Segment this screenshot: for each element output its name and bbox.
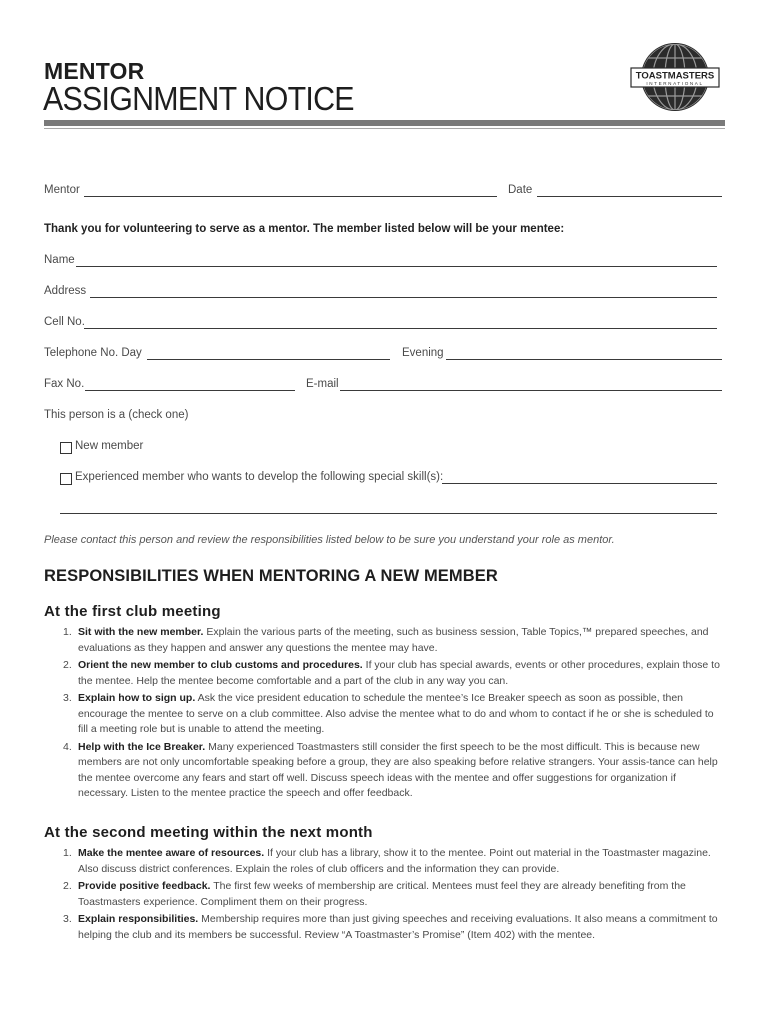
item-text: Ask the vice president education to schedule the mentee’s Ice Breaker speech as soon as possible, then encourage the mentee to serve on a club committee. Also advise the mentee what to do and whom to contact if he or she is scheduled to fill a meeting role but is unable to attend the meeting. [78, 692, 714, 735]
item-lead: Sit with the new member. [78, 626, 204, 638]
logo-sub-text: INTERNATIONAL [646, 81, 704, 86]
second-meeting-list [44, 846, 726, 945]
list-item [44, 658, 726, 689]
name-label: Name [44, 254, 75, 266]
list-item [44, 879, 726, 910]
item-number: 3. [63, 913, 72, 925]
item-number: 1. [63, 626, 72, 638]
item-lead: Help with the Ice Breaker. [78, 740, 206, 753]
logo-main-text: TOASTMASTERS [635, 70, 715, 82]
item-number: 4. [63, 740, 72, 753]
thank-you-text: Thank you for volunteering to serve as a mentor. The member listed below will be your mentee: [44, 223, 565, 235]
address-field[interactable] [90, 297, 717, 298]
fax-field[interactable] [85, 390, 295, 391]
item-lead: Make the mentee aware of resources. [78, 847, 265, 859]
item-text: If your club has special awards, events or other procedures, explain those to the mentee. Help the mentee become comfortable and a part of the club in any way you can. [78, 659, 720, 687]
list-item [44, 912, 726, 943]
experienced-member-label: Experienced member who wants to develop the following special skill(s): [75, 471, 444, 483]
toastmasters-logo [625, 40, 725, 114]
date-field[interactable] [537, 196, 722, 197]
item-lead: Explain how to sign up. [78, 692, 196, 704]
fax-label: Fax No. [44, 378, 85, 390]
item-number: 2. [63, 880, 72, 892]
title-mentor: MENTOR [44, 58, 145, 84]
list-item [44, 846, 726, 877]
cell-label: Cell No. [44, 316, 85, 328]
new-member-checkbox[interactable] [60, 442, 72, 454]
item-number: 2. [63, 659, 72, 671]
second-meeting-heading: At the second meeting within the next month [44, 824, 373, 841]
item-text: If your club has a library, show it to the mentee. Point out material in the Toastmaster magazine. Also discuss district conferences. Explain the roles of club officers and the information they can provide. [78, 847, 711, 875]
special-skills-field[interactable] [442, 483, 717, 484]
item-text: Many experienced Toastmasters still consider the first speech to be the most difficult. This is because new members are not only uncomfortable speaking before a group, they are also speaking before relative strangers. Your assis-tance can help the mentee overcome any fears and start off well. Discuss speech ideas with the mentee and offer suggestions for organization if necessary. Listen to the mentee practice the speech and offer feedback. [78, 740, 718, 799]
contact-note: Please contact this person and review the responsibilities listed below to be sure you understand your role as mentor. [44, 534, 615, 546]
experienced-member-checkbox[interactable] [60, 473, 72, 485]
email-field[interactable] [340, 390, 722, 391]
header-rule-thin [44, 128, 725, 129]
list-item [44, 691, 726, 738]
name-field[interactable] [76, 266, 717, 267]
item-lead: Explain responsibilities. [78, 913, 199, 925]
evening-field[interactable] [446, 359, 722, 360]
special-skills-field-line2[interactable] [60, 513, 717, 514]
check-one-label: This person is a (check one) [44, 409, 189, 421]
title-assignment-notice: ASSIGNMENT NOTICE [43, 80, 354, 117]
first-meeting-heading: At the first club meeting [44, 603, 221, 620]
telephone-day-label: Telephone No. Day [44, 347, 142, 359]
email-label: E-mail [306, 378, 339, 390]
list-item [44, 625, 726, 656]
first-meeting-list [44, 625, 726, 804]
header-rule-thick [44, 120, 725, 126]
item-text: Membership requires more than just giving speeches and receiving evaluations. It also means a commitment to helping the club and its members be successful. Review “A Toastmaster’s Promise” (Item 402) with the mentee. [78, 913, 718, 941]
item-text: The first few weeks of membership are critical. Mentees must feel they are already benefiting from the Toastmasters experience. Compliment them on their progress. [78, 880, 686, 908]
list-item [44, 740, 726, 802]
mentor-field[interactable] [84, 196, 497, 197]
item-text: Explain the various parts of the meeting, such as business session, Table Topics,™ prepared speeches, and evaluations as they happen and answer any questions the mentee may have. [78, 626, 709, 654]
cell-field[interactable] [84, 328, 717, 329]
address-label: Address [44, 285, 87, 297]
date-label: Date [508, 184, 533, 196]
responsibilities-heading: RESPONSIBILITIES WHEN MENTORING A NEW MEMBER [44, 567, 498, 585]
telephone-day-field[interactable] [147, 359, 390, 360]
item-lead: Orient the new member to club customs and procedures. [78, 659, 363, 671]
item-number: 3. [63, 692, 72, 704]
item-number: 1. [63, 847, 72, 859]
item-lead: Provide positive feedback. [78, 880, 211, 892]
mentor-label: Mentor [44, 184, 80, 196]
new-member-label: New member [75, 440, 144, 452]
evening-label: Evening [402, 347, 444, 359]
